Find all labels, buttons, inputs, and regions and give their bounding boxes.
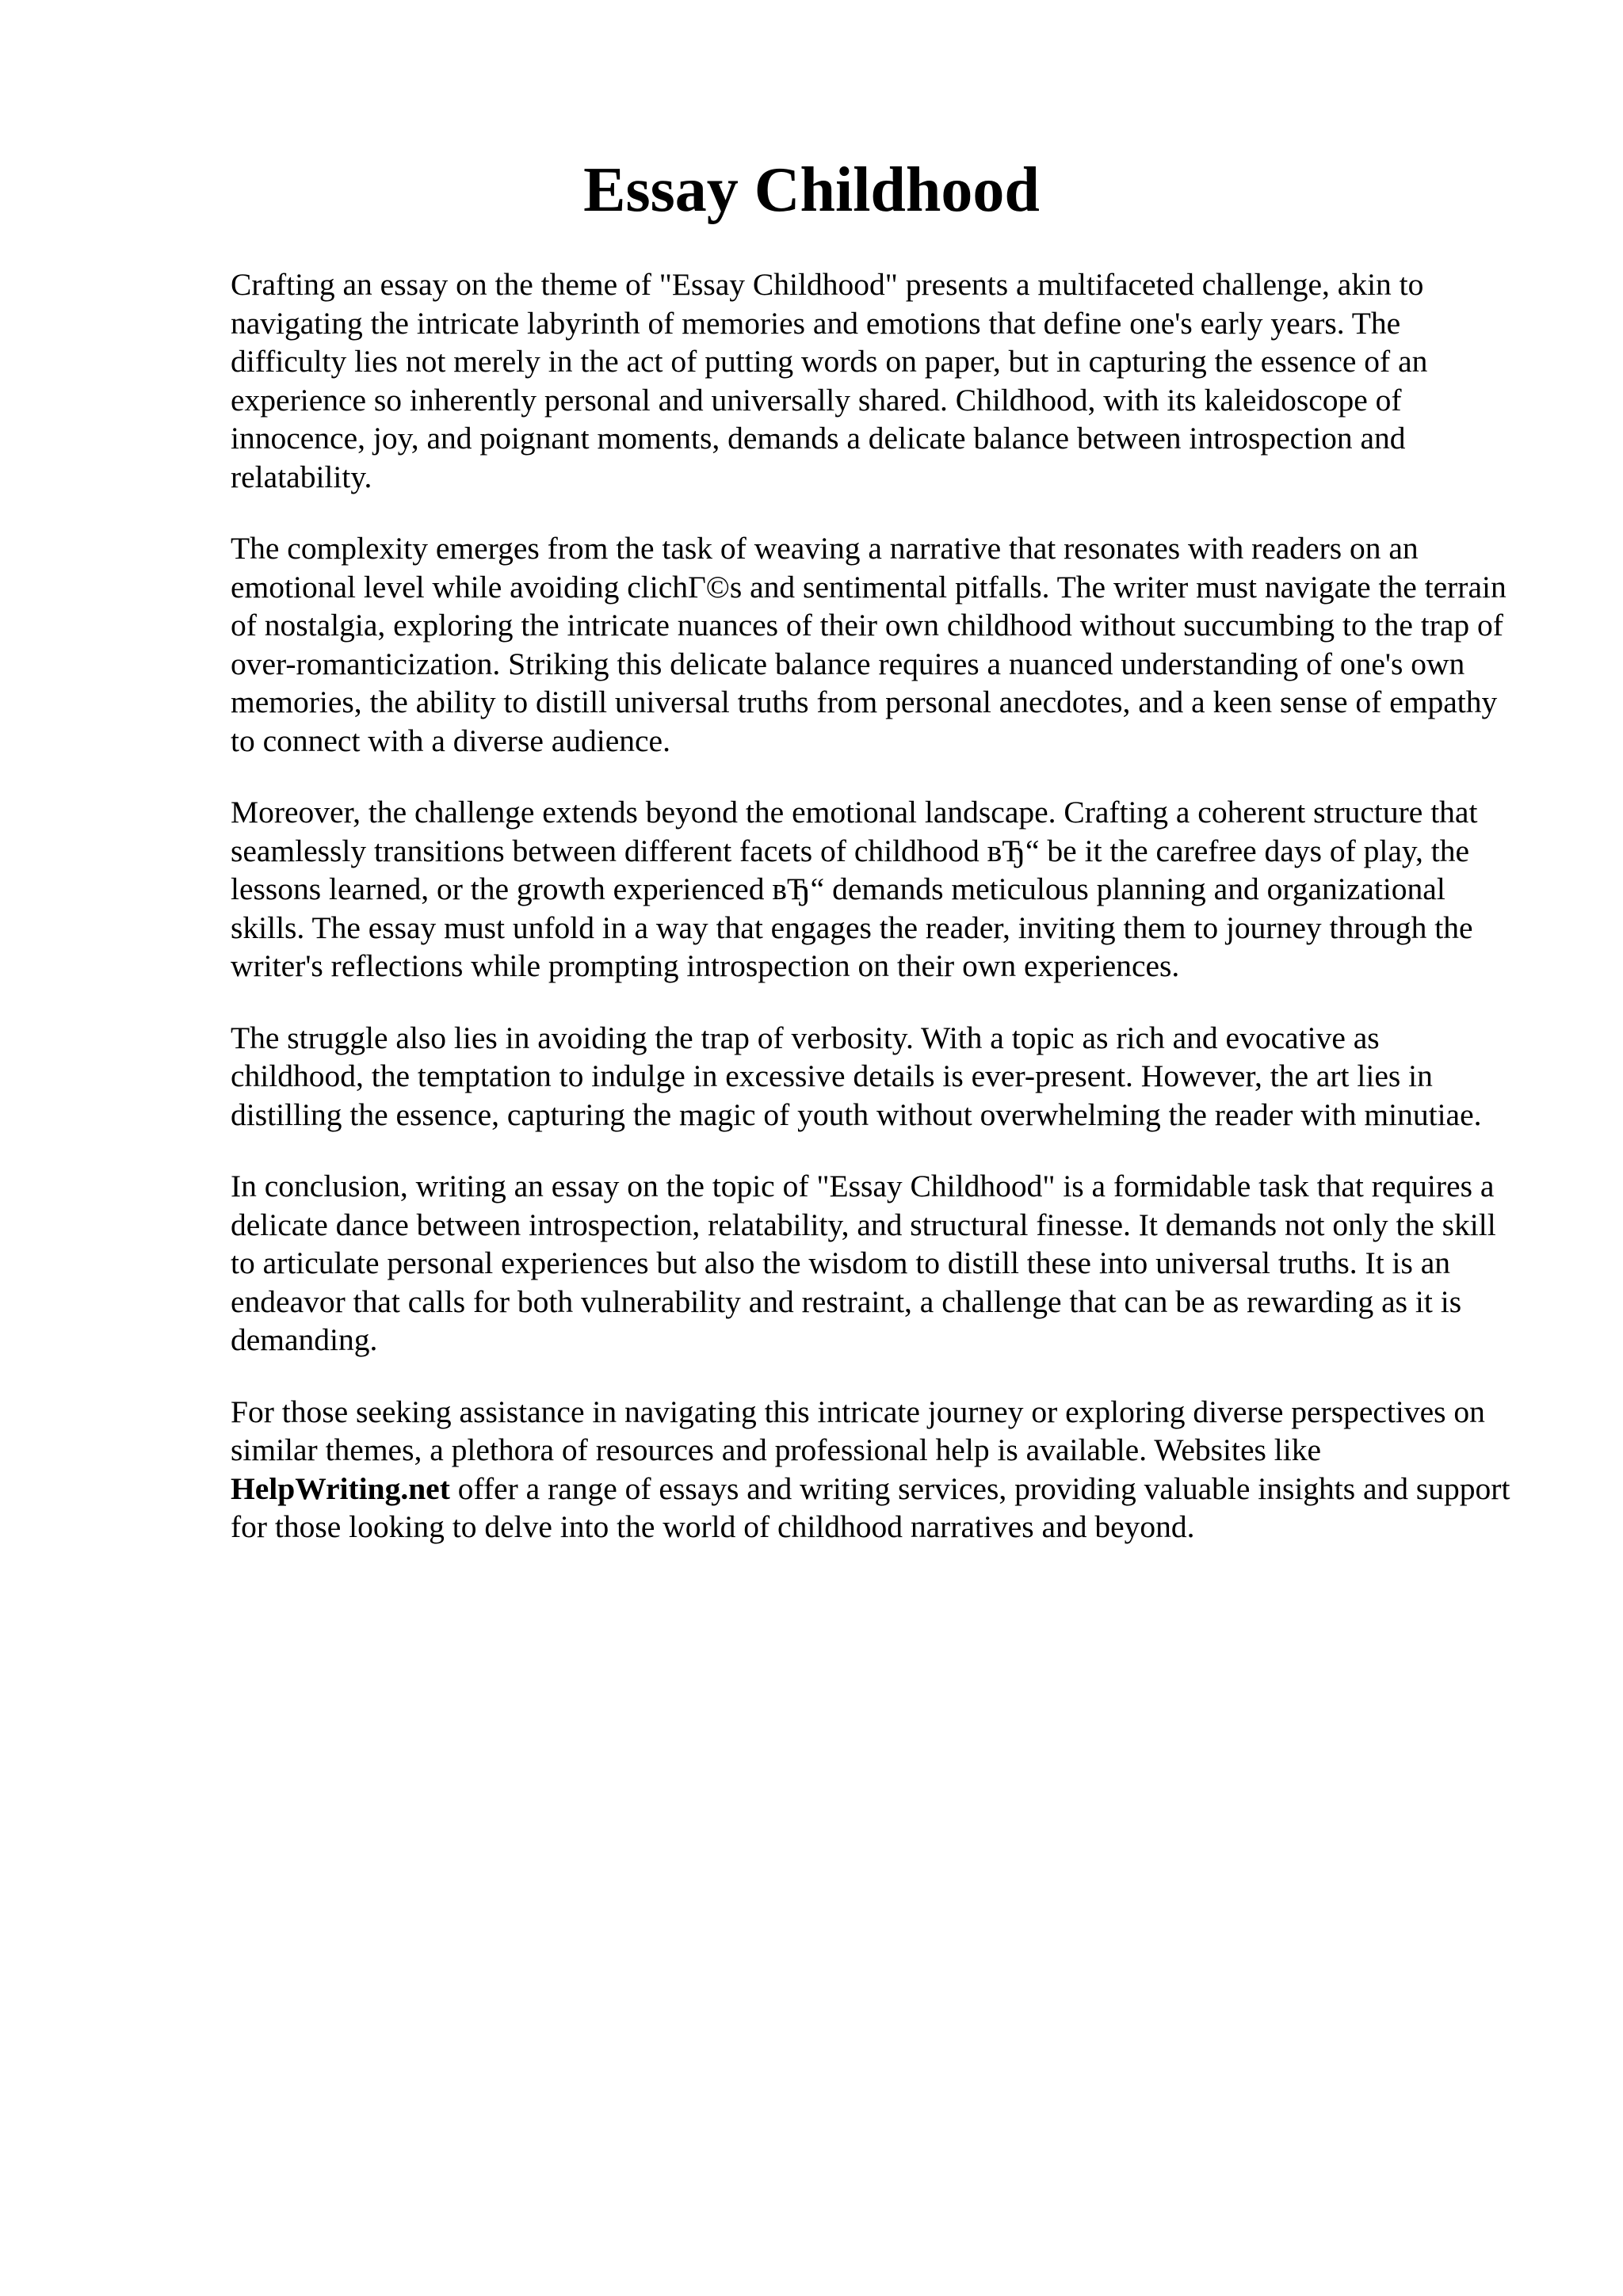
paragraph-5: In conclusion, writing an essay on the topic of "Essay Childhood" is a formidable task that requires a delicate dance between introspection, relatability, and structural finesse. It demands not only the skill to articulate personal experiences but also the wisdom to distill these into universal truths. It is an endeavor that calls for both vulnerability and restraint, a challenge that can be as rewarding as it is demanding.: [231, 1169, 1496, 1357]
page-title: Essay Childhood: [583, 155, 1040, 225]
paragraph-6: [231, 1393, 1514, 1547]
final-paragraph-outro: offer a range of essays and writing services, providing valuable insights and support for those looking to delve into the world of childhood narratives and beyond.: [231, 1470, 1510, 1544]
helpwriting-link[interactable]: HelpWriting.net: [231, 1470, 450, 1506]
paragraph-1: Crafting an essay on the theme of "Essay Childhood" presents a multifaceted challenge, akin to navigating the intricate labyrinth of memories and emotions that define one's early years. The difficulty lies not merely in the act of putting words on paper, but in capturing the essence of an experience so inherently personal and universally shared. Childhood, with its kaleidoscope of innocence, joy, and poignant moments, demands a delicate balance between introspection and relatability.: [231, 267, 1428, 494]
essay-body: [231, 265, 1514, 1580]
paragraph-2: The complexity emerges from the task of weaving a narrative that resonates with readers on an emotional level while avoiding clichГ©s and sentimental pitfalls. The writer must navigate the terrain of nostalgia, exploring the intricate nuances of their own childhood without succumbing to the trap of over-romanticization. Striking this delicate balance requires a nuanced understanding of one's own memories, the ability to distill universal truths from personal anecdotes, and a keen sense of empathy to connect with a diverse audience.: [231, 531, 1507, 758]
paragraph-4: The struggle also lies in avoiding the trap of verbosity. With a topic as rich and evocative as childhood, the temptation to indulge in excessive details is ever-present. However, the art lies in distilling the essence, capturing the magic of youth without overwhelming the reader with minutiae.: [231, 1020, 1482, 1132]
final-paragraph-intro: For those seeking assistance in navigating this intricate journey or exploring diverse perspectives on similar themes, a plethora of resources and professional help is available. Websites like: [231, 1394, 1485, 1467]
paragraph-3: Moreover, the challenge extends beyond the emotional landscape. Crafting a coherent structure that seamlessly transitions between different facets of childhood вЂ“ be it the carefree days of play, the lessons learned, or the growth experienced вЂ“ demands meticulous planning and organizational skills. The essay must unfold in a way that engages the reader, inviting them to journey through the writer's reflections while prompting introspection on their own experiences.: [231, 795, 1478, 983]
